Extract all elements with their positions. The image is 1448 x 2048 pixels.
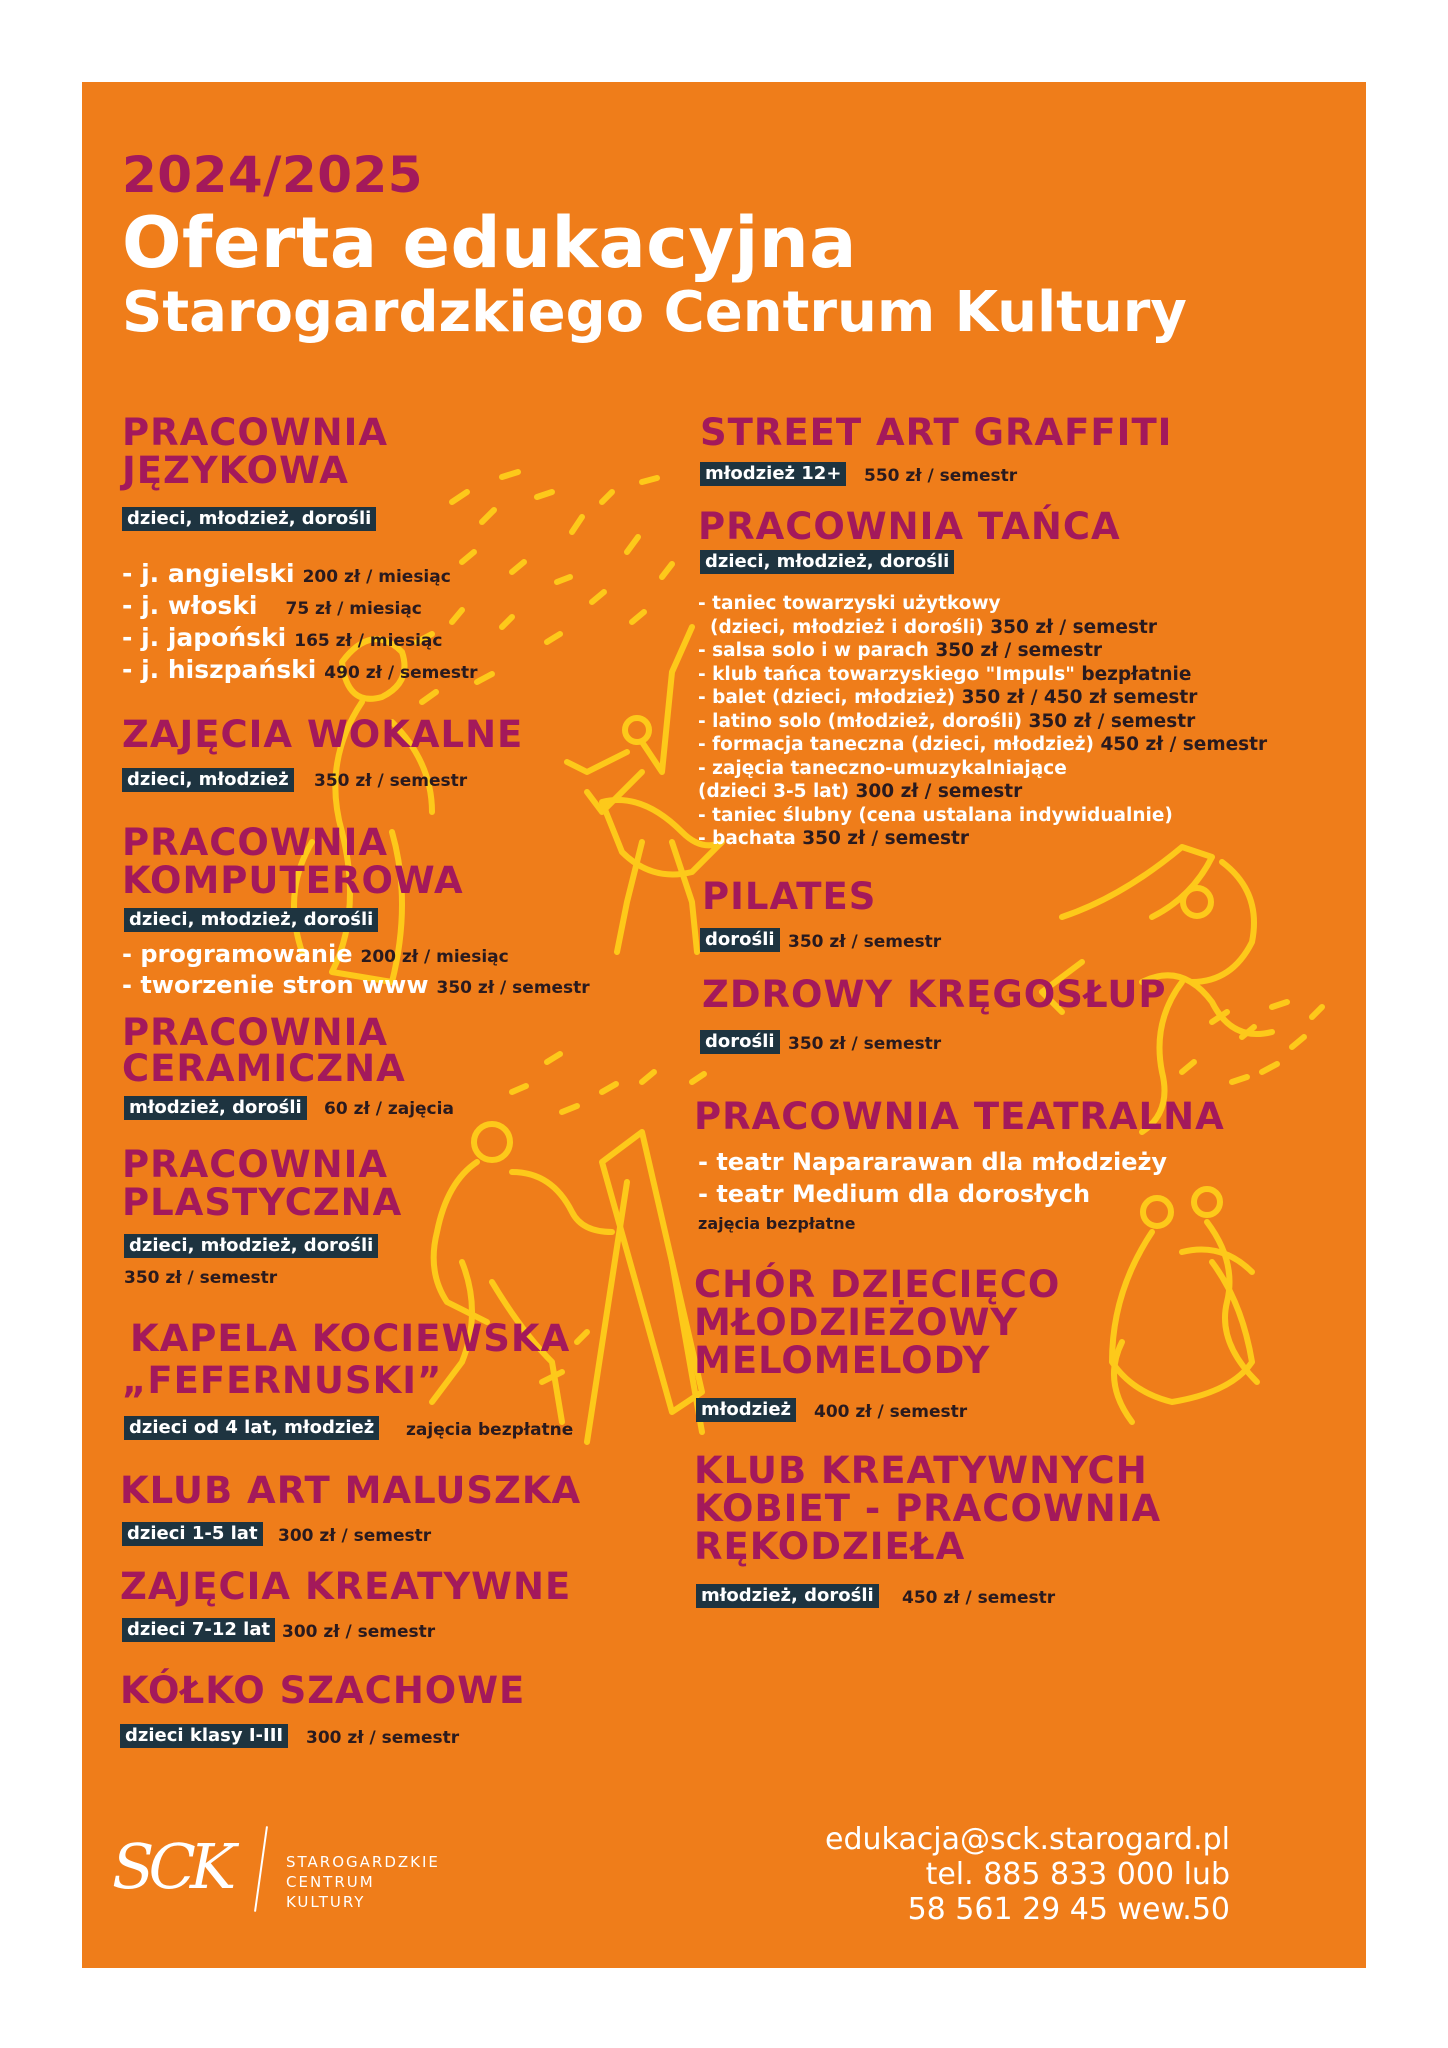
list-item: - j. angielski 200 zł / miesiąc — [122, 559, 451, 588]
section-title: KOBIET - PRACOWNIA — [694, 1487, 1162, 1530]
audience-tag: dzieci klasy I-III — [120, 1724, 288, 1748]
poster — [82, 82, 1366, 1968]
section-title: PILATES — [702, 875, 877, 918]
audience-tag: dzieci 1-5 lat — [122, 1522, 263, 1546]
page-subtitle: Starogardzkiego Centrum Kultury — [122, 280, 1187, 345]
audience-tag: dzieci 7-12 lat — [122, 1618, 275, 1642]
section-title: PLASTYCZNA — [122, 1181, 403, 1224]
section-title: ZAJĘCIA WOKALNE — [122, 713, 524, 756]
year-label: 2024/2025 — [122, 146, 424, 204]
list-item: - programowanie 200 zł / miesiąc — [122, 940, 509, 968]
contact-info — [825, 1822, 1230, 1927]
audience-tag: dorośli — [700, 928, 780, 952]
audience-tag: młodzież, dorośli — [696, 1584, 879, 1608]
dance-list — [698, 592, 1267, 851]
section-title: KOMPUTEROWA — [122, 859, 464, 902]
audience-tag: młodzież, dorośli — [124, 1096, 307, 1120]
price-label: 350 zł / semestr — [124, 1268, 278, 1288]
price-label: 350 zł / semestr — [314, 771, 468, 791]
section-title: JĘZYKOWA — [122, 449, 349, 492]
price-label: 350 zł / semestr — [788, 932, 942, 952]
confetti-right — [1182, 1002, 1322, 1082]
list-item: - j. japoński 165 zł / miesiąc — [122, 623, 443, 652]
audience-tag: dorośli — [700, 1030, 780, 1054]
price-label: 400 zł / semestr — [814, 1402, 968, 1422]
price-label: zajęcia bezpłatne — [406, 1420, 574, 1440]
section-title: MELOMELODY — [694, 1339, 991, 1382]
email-link[interactable]: edukacja@sck.starogard.pl — [825, 1822, 1230, 1857]
section-title: CERAMICZNA — [122, 1047, 406, 1090]
list-item: - zajęcia taneczno-umuzykalniające — [698, 757, 1067, 779]
section-title: MŁODZIEŻOWY — [694, 1301, 1019, 1344]
price-label: 350 zł / semestr — [788, 1034, 942, 1054]
list-item: - latino solo (młodzież, dorośli) 350 zł / semestr — [698, 710, 1196, 732]
couple-figure — [1112, 1189, 1257, 1422]
list-item: - teatr Medium dla dorosłych — [698, 1180, 1091, 1208]
section-title: KLUB ART MALUSZKA — [120, 1469, 582, 1512]
list-item: - teatr Napararawan dla młodzieży — [698, 1148, 1168, 1176]
section-title: CHÓR DZIECIĘCO — [694, 1263, 1061, 1306]
section-title: PRACOWNIA — [122, 411, 389, 454]
logo-mark: SCK — [112, 1830, 231, 1903]
list-item: - taniec towarzyski użytkowy — [698, 593, 1001, 614]
section-title: KAPELA KOCIEWSKA — [130, 1317, 571, 1360]
phone-line: tel. 885 833 000 lub — [925, 1857, 1230, 1892]
list-item: - j. włoski 75 zł / miesiąc — [122, 591, 422, 620]
painter-figure — [432, 1124, 702, 1442]
section-title: PRACOWNIA — [122, 1011, 389, 1054]
section-title: PRACOWNIA — [122, 1143, 389, 1186]
list-item: - salsa solo i w parach 350 zł / semestr — [698, 640, 1103, 661]
section-title: PRACOWNIA TEATRALNA — [694, 1095, 1225, 1138]
price-label: 300 zł / semestr — [306, 1728, 460, 1748]
audience-tag: dzieci, młodzież — [122, 768, 294, 792]
list-item: - taniec ślubny (cena ustalana indywidualnie) — [698, 804, 1173, 826]
section-title: ZAJĘCIA KREATYWNE — [120, 1565, 572, 1608]
list-item: - tworzenie stron www 350 zł / semestr — [122, 971, 590, 999]
price-label: 60 zł / zajęcia — [324, 1099, 454, 1119]
price-label: 300 zł / semestr — [278, 1526, 432, 1546]
audience-tag: dzieci, młodzież, dorośli — [124, 1234, 378, 1258]
confetti-middle — [512, 1054, 704, 1112]
price-label: 300 zł / semestr — [282, 1622, 436, 1642]
list-item: (dzieci, młodzież i dorośli) 350 zł / semestr — [710, 616, 1157, 638]
audience-tag: młodzież 12+ — [700, 462, 846, 486]
list-item: - klub tańca towarzyskiego "Impuls" bezpłatnie — [698, 663, 1192, 685]
logo-divider — [254, 1826, 268, 1911]
audience-tag: młodzież — [696, 1398, 796, 1422]
logo-text: STAROGARDZKIE CENTRUM KULTURY — [286, 1853, 440, 1911]
page-title: Oferta edukacyjna — [122, 202, 857, 284]
list-item: - balet (dzieci, młodzież) 350 zł / 450 zł semestr — [698, 687, 1198, 708]
list-item: - bachata 350 zł / semestr — [698, 828, 969, 849]
section-title: KÓŁKO SZACHOWE — [120, 1669, 526, 1712]
list-item: - j. hiszpański 490 zł / semestr — [122, 655, 478, 684]
price-label: 550 zł / semestr — [864, 466, 1018, 486]
section-title: PRACOWNIA — [122, 821, 389, 864]
list-item: - formacja taneczna (dzieci, młodzież) 450 zł / semestr — [698, 734, 1268, 755]
audience-tag: dzieci od 4 lat, młodzież — [124, 1416, 379, 1440]
audience-tag: dzieci, młodzież, dorośli — [122, 507, 376, 531]
section-title: KLUB KREATYWNYCH — [694, 1449, 1148, 1492]
section-title: „FEFERNUSKI” — [122, 1359, 443, 1402]
price-label: zajęcia bezpłatne — [698, 1214, 856, 1233]
section-title: ZDROWY KRĘGOSŁUP — [702, 973, 1167, 1016]
price-label: 450 zł / semestr — [902, 1588, 1056, 1608]
section-title: PRACOWNIA TAŃCA — [698, 505, 1121, 548]
audience-tag: dzieci, młodzież, dorośli — [124, 908, 378, 932]
section-title: STREET ART GRAFFITI — [700, 411, 1173, 454]
section-title: RĘKODZIEŁA — [694, 1525, 966, 1568]
list-item: (dzieci 3-5 lat) 300 zł / semestr — [698, 781, 1023, 802]
phone-line: 58 561 29 45 wew.50 — [907, 1892, 1230, 1927]
audience-tag: dzieci, młodzież, dorośli — [700, 550, 954, 574]
